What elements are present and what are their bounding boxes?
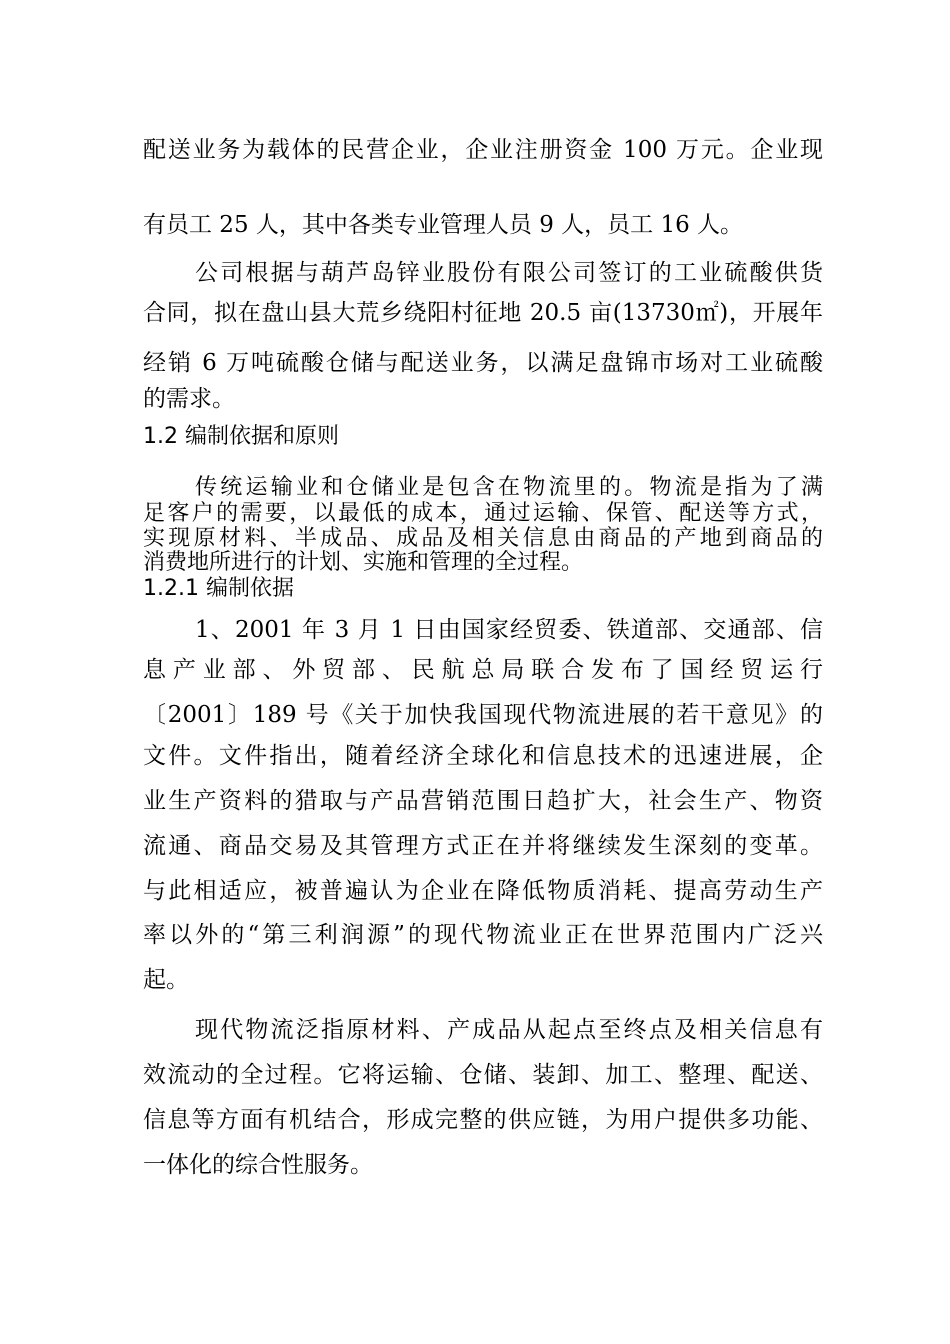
paragraph-line: 业生产资料的猎取与产品营销范围日趋扩大，社会生产、物资: [143, 788, 823, 814]
paragraph-line: 有员工 25 人，其中各类专业管理人员 9 人，员工 16 人。: [143, 212, 744, 238]
paragraph-line: 合同，拟在盘山县大荒乡绕阳村征地 20.5 亩(13730㎡)，开展年: [143, 300, 823, 326]
paragraph-line: 1、2001 年 3 月 1 日由国家经贸委、铁道部、交通部、信: [195, 617, 823, 643]
subsection-heading: 1.2.1 编制依据: [143, 576, 294, 601]
section-heading: 1.2 编制依据和原则: [143, 424, 339, 449]
paragraph-line: 与此相适应，被普遍认为企业在降低物质消耗、提高劳动生产: [143, 878, 823, 904]
paragraph-line: 消费地所进行的计划、实施和管理的全过程。: [143, 550, 584, 575]
paragraph-line: 经销 6 万吨硫酸仓储与配送业务，以满足盘锦市场对工业硫酸: [143, 350, 823, 376]
paragraph-line: 公司根据与葫芦岛锌业股份有限公司签订的工业硫酸供货: [195, 260, 823, 286]
paragraph-line: 流通、商品交易及其管理方式正在并将继续发生深刻的变革。: [143, 833, 823, 859]
paragraph-line: 现代物流泛指原材料、产成品从起点至终点及相关信息有: [195, 1017, 823, 1043]
paragraph-line: 一体化的综合性服务。: [143, 1152, 373, 1178]
paragraph-line: 的需求。: [143, 386, 235, 412]
paragraph-line: 实现原材料、半成品、成品及相关信息由商品的产地到商品的: [143, 526, 823, 551]
paragraph-line: 息产业部、外贸部、民航总局联合发布了国经贸运行: [143, 657, 823, 683]
paragraph-line: 率以外的“第三利润源”的现代物流业正在世界范围内广泛兴: [143, 922, 823, 948]
paragraph-line: 效流动的全过程。它将运输、仓储、装卸、加工、整理、配送、: [143, 1062, 823, 1088]
paragraph-line: 文件。文件指出，随着经济全球化和信息技术的迅速进展，企: [143, 743, 823, 769]
paragraph-line: 信息等方面有机结合，形成完整的供应链，为用户提供多功能、: [143, 1107, 823, 1133]
paragraph-line: 足客户的需要，以最低的成本，通过运输、保管、配送等方式，: [143, 501, 823, 526]
paragraph-line: 传统运输业和仓储业是包含在物流里的。物流是指为了满: [195, 475, 823, 500]
paragraph-line: 起。: [143, 967, 189, 993]
paragraph-line: 配送业务为载体的民营企业，企业注册资金 100 万元。企业现: [143, 137, 823, 163]
paragraph-line: 〔2001〕189 号《关于加快我国现代物流进展的若干意见》的: [143, 702, 823, 728]
